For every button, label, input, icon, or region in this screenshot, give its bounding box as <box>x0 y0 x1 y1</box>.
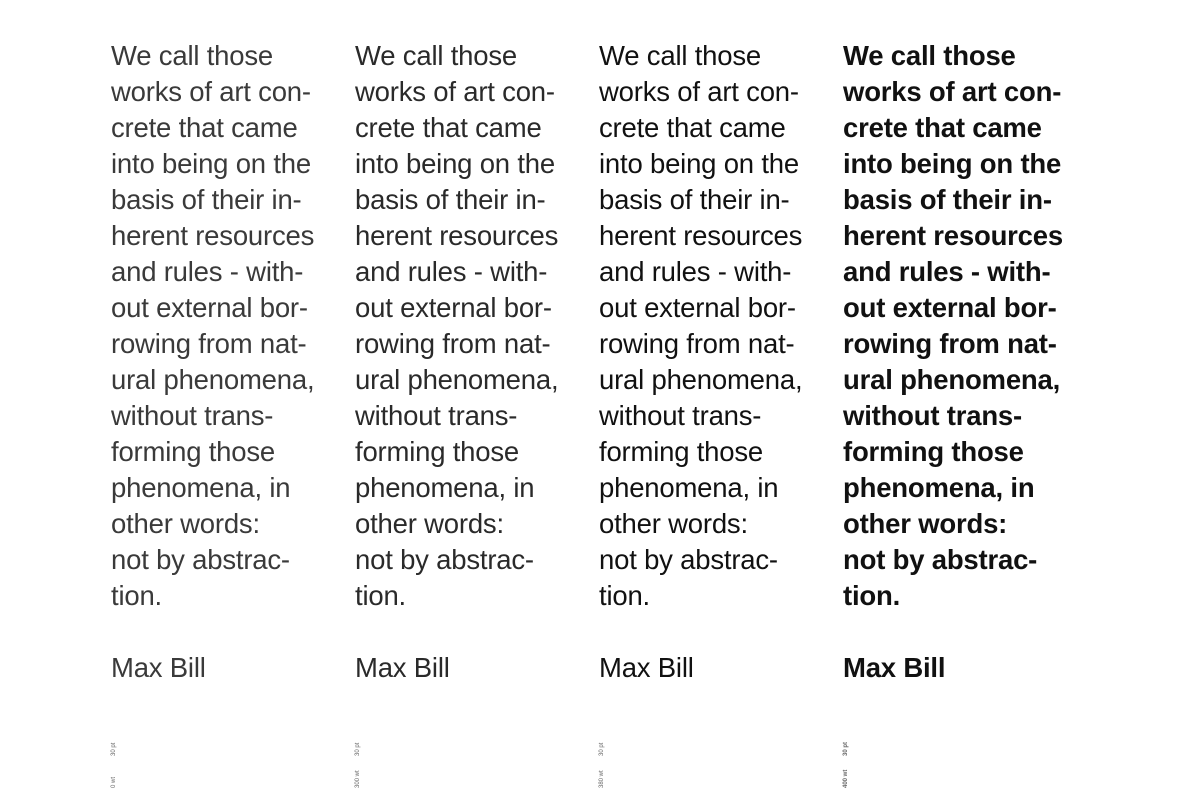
specimen-column-3 <box>599 38 835 788</box>
quote-line: without trans- <box>843 400 1022 431</box>
quote-line: We call those <box>599 40 761 71</box>
quote-line: other words: <box>843 508 1008 539</box>
font-size-label: 30 pt <box>111 742 117 756</box>
quote-line: basis of their in- <box>843 184 1052 215</box>
quote-line: and rules - with- <box>599 256 792 287</box>
font-weight-label: 0 wt <box>111 776 117 788</box>
quote-text <box>843 38 1079 614</box>
quote-line: We call those <box>843 40 1016 71</box>
specimen-column-2 <box>355 38 591 788</box>
quote-line: without trans- <box>355 400 518 431</box>
specimen-column-4 <box>843 38 1079 788</box>
quote-line: rowing from nat- <box>111 328 307 359</box>
quote-line: and rules - with- <box>355 256 548 287</box>
quote-line: herent resources <box>111 220 315 251</box>
quote-line: not by abstrac- <box>599 544 778 575</box>
quote-line: out external bor- <box>599 292 796 323</box>
specimen-column-1 <box>111 38 347 788</box>
quote-line: and rules - with- <box>843 256 1051 287</box>
quote-text <box>599 38 835 614</box>
quote-line: works of art con- <box>843 76 1062 107</box>
font-size-label: 30 pt <box>599 742 605 756</box>
quote-line: into being on the <box>355 148 555 179</box>
quote-text <box>355 38 591 614</box>
quote-line: forming those <box>599 436 764 467</box>
quote-line: not by abstrac- <box>111 544 290 575</box>
quote-line: not by abstrac- <box>843 544 1038 575</box>
quote-line: ural phenomena, <box>355 364 559 395</box>
quote-line: basis of their in- <box>111 184 302 215</box>
quote-line: basis of their in- <box>599 184 790 215</box>
quote-line: forming those <box>355 436 520 467</box>
quote-line: herent resources <box>355 220 559 251</box>
quote-line: works of art con- <box>355 76 555 107</box>
font-size-label: 30 pt <box>843 741 849 756</box>
quote-line: other words: <box>355 508 504 539</box>
quote-line: works of art con- <box>599 76 799 107</box>
quote-line: herent resources <box>599 220 803 251</box>
quote-line: out external bor- <box>111 292 308 323</box>
quote-line: rowing from nat- <box>599 328 795 359</box>
quote-line: crete that came <box>843 112 1042 143</box>
quote-line: not by abstrac- <box>355 544 534 575</box>
quote-line: crete that came <box>111 112 298 143</box>
quote-line: ural phenomena, <box>599 364 803 395</box>
quote-line: without trans- <box>111 400 274 431</box>
font-weight-label: 380 wt <box>599 770 605 788</box>
quote-text <box>111 38 347 614</box>
quote-line: and rules - with- <box>111 256 304 287</box>
quote-line: tion. <box>111 580 162 611</box>
quote-line: into being on the <box>111 148 311 179</box>
quote-line: herent resources <box>843 220 1063 251</box>
quote-line: ural phenomena, <box>111 364 315 395</box>
quote-line: out external bor- <box>843 292 1057 323</box>
quote-line: tion. <box>843 580 901 611</box>
quote-line: phenomena, in <box>111 472 291 503</box>
font-size-label: 30 pt <box>355 742 361 756</box>
quote-line: phenomena, in <box>355 472 535 503</box>
quote-line: crete that came <box>355 112 542 143</box>
quote-line: crete that came <box>599 112 786 143</box>
quote-line: works of art con- <box>111 76 311 107</box>
quote-line: rowing from nat- <box>843 328 1057 359</box>
quote-line: without trans- <box>599 400 762 431</box>
quote-line: forming those <box>111 436 276 467</box>
quote-line: tion. <box>599 580 650 611</box>
quote-line: basis of their in- <box>355 184 546 215</box>
quote-line: out external bor- <box>355 292 552 323</box>
font-weight-label: 300 wt <box>355 770 361 788</box>
quote-line: phenomena, in <box>599 472 779 503</box>
quote-author: Max Bill <box>111 652 206 683</box>
quote-line: tion. <box>355 580 406 611</box>
quote-line: other words: <box>599 508 748 539</box>
quote-line: into being on the <box>599 148 799 179</box>
quote-author: Max Bill <box>599 652 694 683</box>
quote-line: phenomena, in <box>843 472 1035 503</box>
quote-line: into being on the <box>843 148 1062 179</box>
quote-line: other words: <box>111 508 260 539</box>
quote-author: Max Bill <box>355 652 450 683</box>
quote-line: rowing from nat- <box>355 328 551 359</box>
font-weight-label: 400 wt <box>843 769 849 788</box>
quote-line: We call those <box>111 40 273 71</box>
quote-line: We call those <box>355 40 517 71</box>
quote-author: Max Bill <box>843 652 946 683</box>
quote-line: ural phenomena, <box>843 364 1061 395</box>
quote-line: forming those <box>843 436 1024 467</box>
